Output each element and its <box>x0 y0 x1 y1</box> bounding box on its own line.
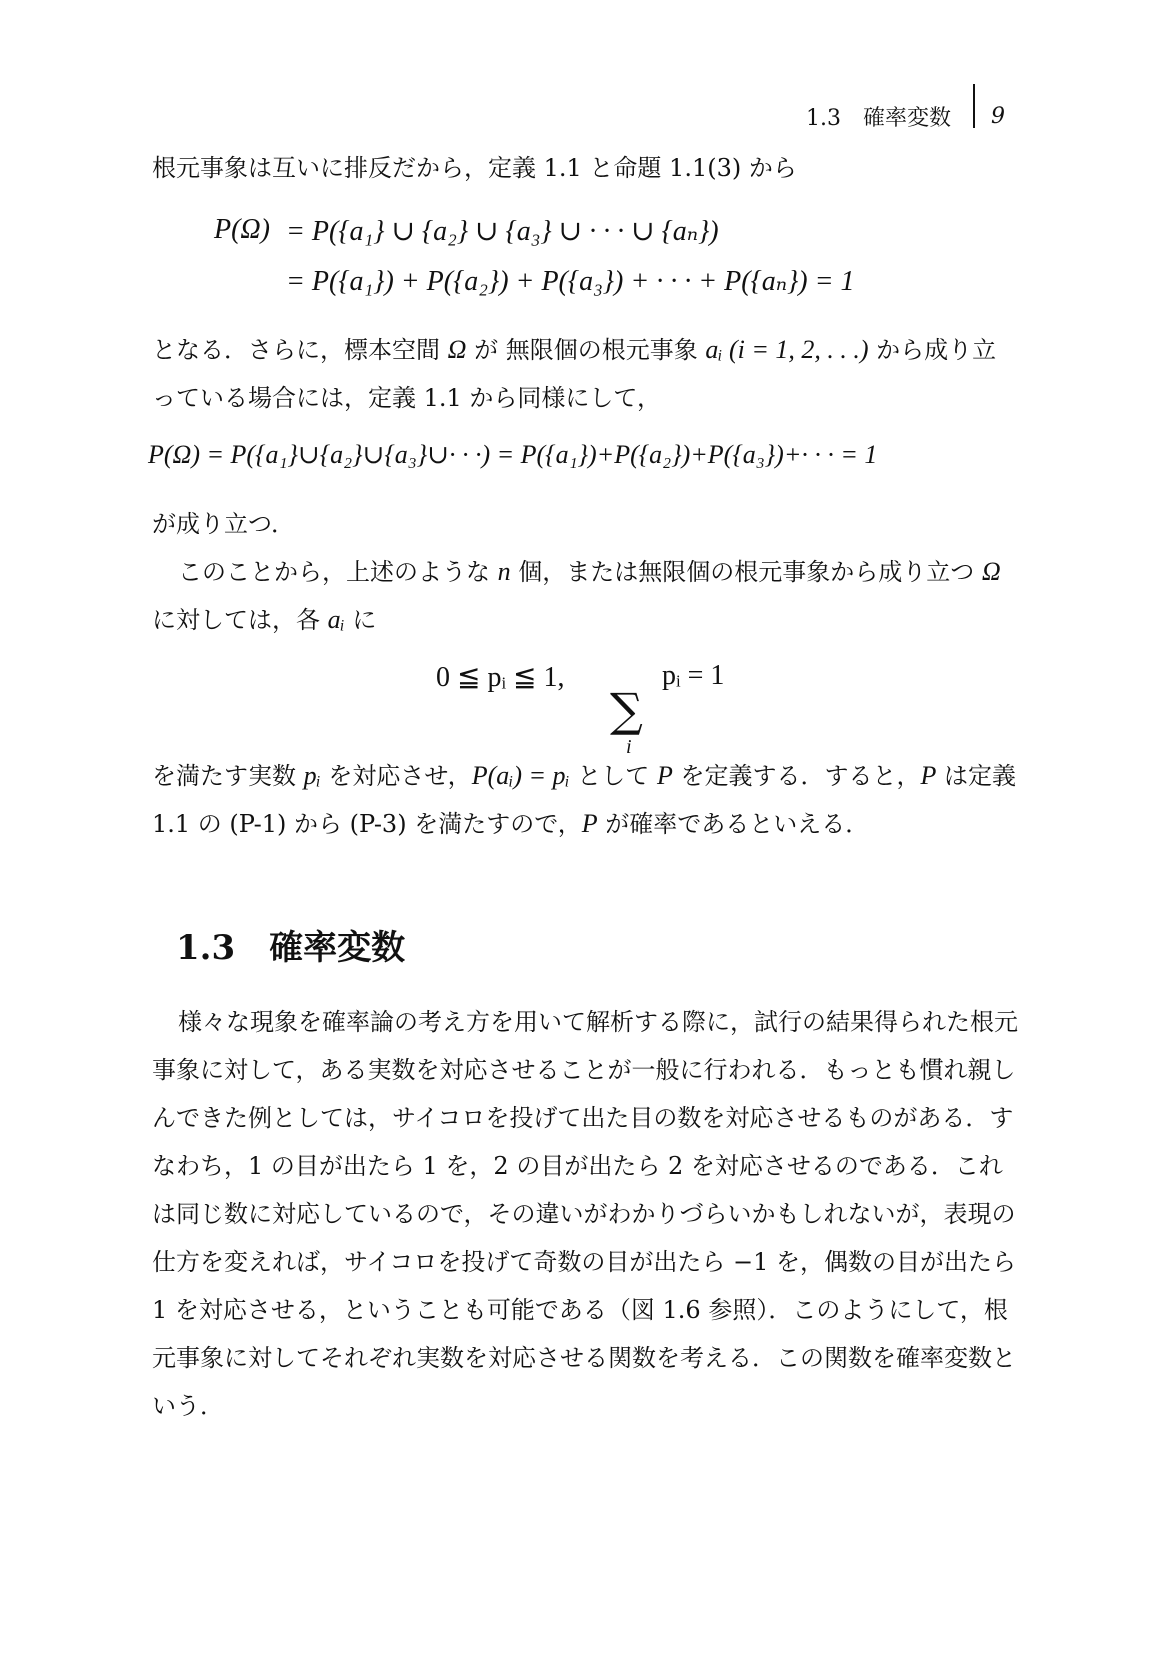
equation-1-line-1: = P({a₁} ∪ {a₂} ∪ {a₃} ∪ · · · ∪ {aₙ}) <box>286 216 719 247</box>
paragraph-4: このことから，上述のような n 個，または無限個の根元事象から成り立つ Ω に対しては，各 aᵢ に <box>152 557 1001 634</box>
paragraph-5: を満たす実数 pᵢ を対応させ，P(aᵢ) = pᵢ として P を定義する．すると，P は定義 1.1 の (P-1) から (P-3) を満たすので，P が確率であるといえる． <box>152 761 1016 838</box>
paragraph-6: 様々な現象を確率論の考え方を用いて解析する際に，試行の結果得られた根元事象に対して，ある実数を対応させることが一般に行われる．もっとも慣れ親しんできた例としては，サイコロを投げて出た目の数を対応させるものがある．すなわち，1 の目が出たら 1 を，2 の目が出たら 2 を対応させるのである．これは同じ数に対応しているので，その違いがわかりづらいかもしれないが，表現の仕方を変えれば，サイコロを投げて奇数の目が出たら −1 を，偶数の目が出たら 1 を対応させる，ということも可能である（図 1.6 参照）．このようにして，根元事象に対してそれぞれ実数を対応させる関数を考える．この関数を確率変数という． <box>152 1008 1018 1420</box>
equation-1-lhs: P(Ω) <box>214 214 270 245</box>
paragraph-1: 根元事象は互いに排反だから，定義 1.1 と命題 1.1(3) から <box>152 154 797 182</box>
summation-index: i <box>626 736 632 758</box>
page-number: 9 <box>991 103 1005 129</box>
running-header <box>806 94 1005 138</box>
section-title: 確率変数 <box>269 928 406 968</box>
header-section-ref: 1.3 確率変数 <box>806 105 951 131</box>
paragraph-2: となる．さらに，標本空間 Ω が 無限個の根元事象 aᵢ (i = 1, 2, . . .) から成り立っている場合には，定義 1.1 から同様にして， <box>152 335 997 412</box>
equation-3-left: 0 ≦ pᵢ ≦ 1, <box>436 662 565 693</box>
summation-sign: ∑ <box>610 683 643 737</box>
section-number: 1.3 <box>176 928 236 968</box>
header-divider <box>973 84 975 128</box>
paragraph-3: が成り立つ． <box>152 510 296 538</box>
equation-1-line-2: = P({a₁}) + P({a₂}) + P({a₃}) + · · · + P({aₙ}) = 1 <box>286 266 855 297</box>
section-heading <box>176 920 405 969</box>
equation-2: P(Ω) = P({a₁}∪{a₂}∪{a₃}∪· · ·) = P({a₁})+P({a₂})+P({a₃})+· · · = 1 <box>148 440 878 469</box>
equation-3-right: pᵢ = 1 <box>662 660 725 691</box>
